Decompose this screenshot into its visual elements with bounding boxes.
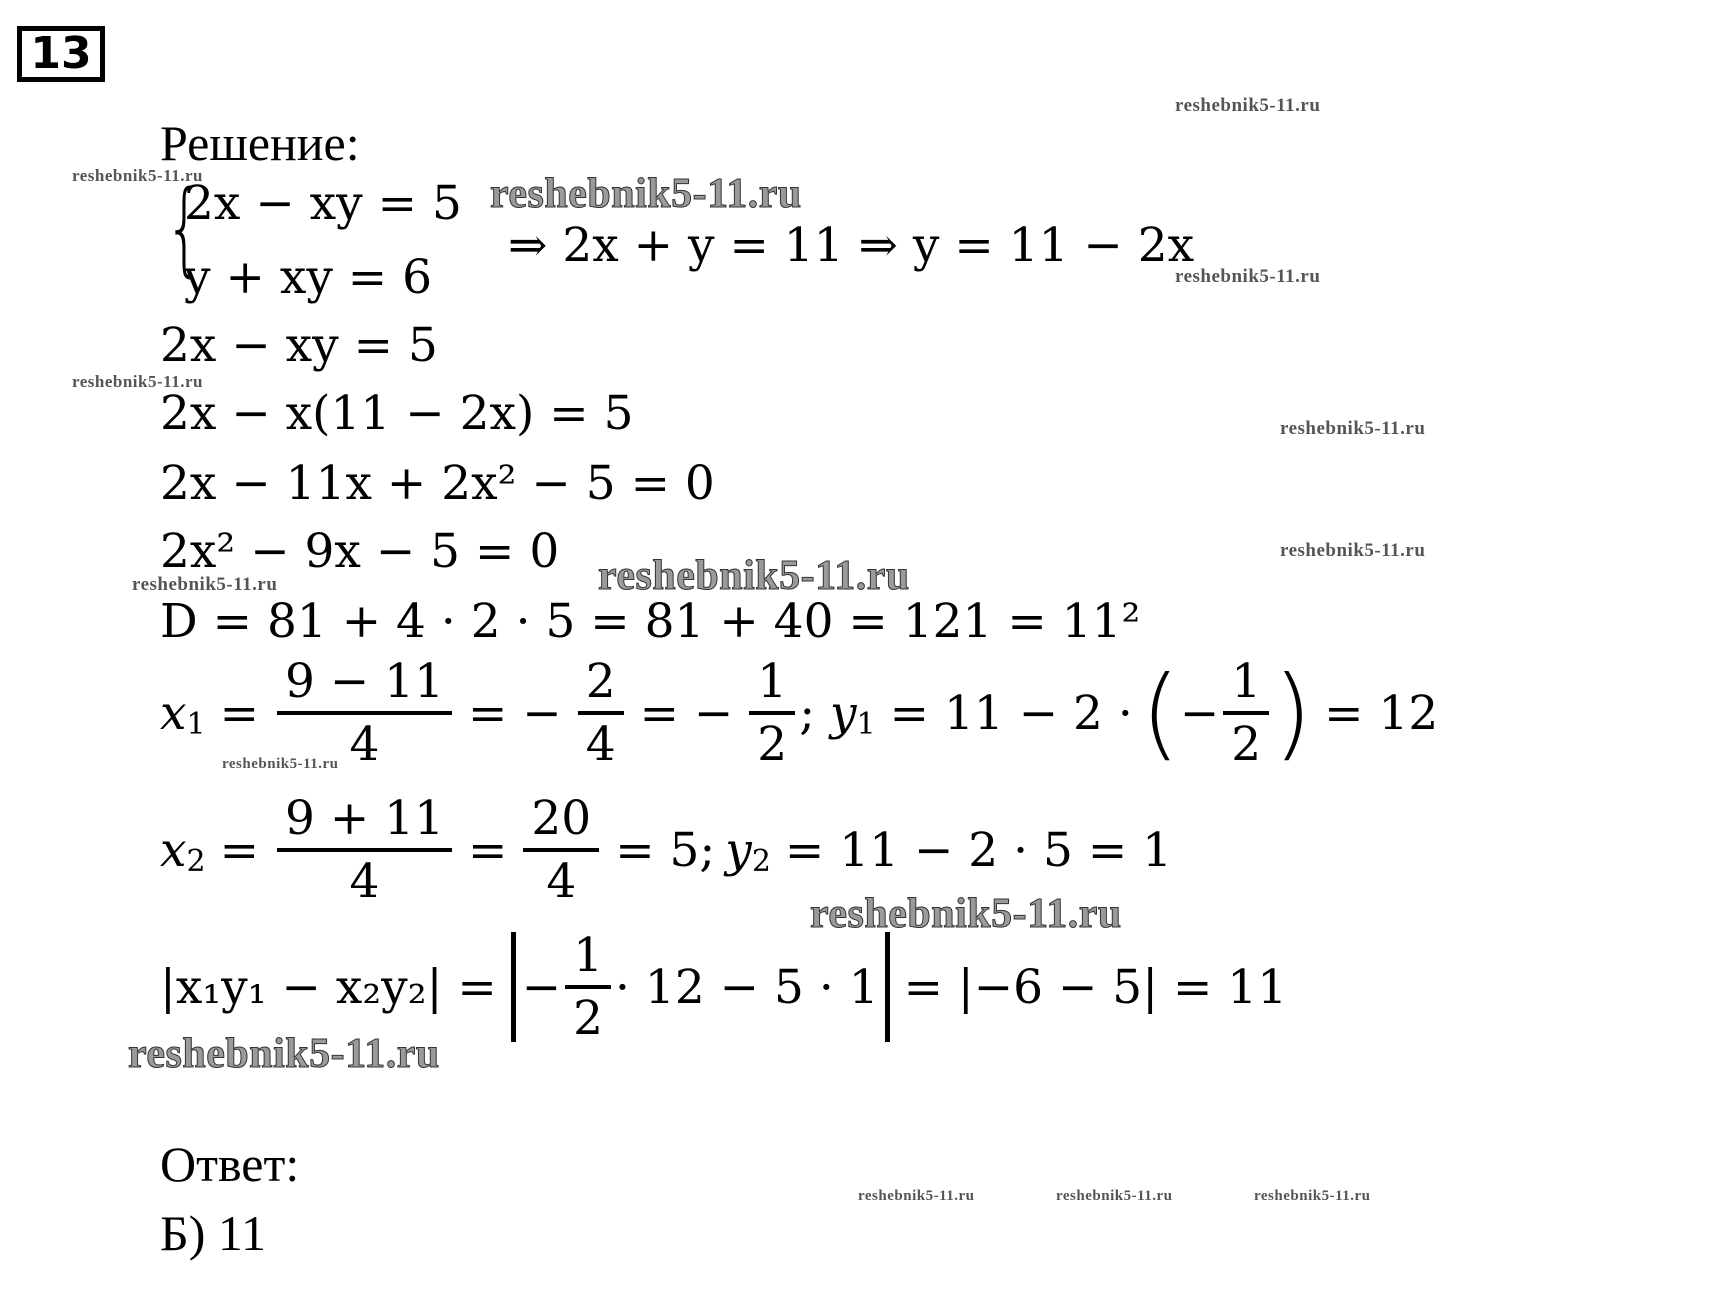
watermark: reshebnik5-11.ru (490, 171, 802, 217)
watermark: reshebnik5-11.ru (858, 1188, 975, 1204)
discriminant: D = 81 + 4 · 2 · 5 = 81 + 40 = 121 = 11² (160, 594, 1141, 649)
step-1: 2x − xy = 5 (160, 318, 438, 373)
x1-f2-num: 2 (578, 658, 624, 715)
x1-fraction-2 (578, 654, 624, 772)
solution-label: Решение: (160, 115, 360, 171)
abs-line: |x₁y₁ − x₂y₂| = − $\frac{1}{2}$ · 12 − 5 · 1 = |−6 − 5| = 11 (160, 928, 1288, 1046)
step-3: 2x − 11x + 2x² − 5 = 0 (160, 456, 715, 511)
system-eq2: y + xy = 6 (184, 250, 433, 305)
x1-line: x 1 = $\frac{9 - 11}{4}$ = − $\frac{2}{4}$ = − $\frac{1}{2}$ ; y 1 = 11 − 2 · ( − $\frac{1}{2}$ ) = 12 (160, 654, 1439, 772)
x1-sub: 1 (186, 707, 206, 742)
watermark: reshebnik5-11.ru (1254, 1188, 1371, 1204)
watermark: reshebnik5-11.ru (72, 372, 203, 391)
x2-line: x 2 = $\frac{9 + 11}{4}$ = $\frac{20}{4}$ = 5; y 2 = 11 − 2 · 5 = 1 (160, 791, 1173, 909)
x2-f2-den: 4 (546, 854, 577, 909)
x2-sub: 2 (186, 844, 206, 879)
y1-sub: 1 (856, 707, 876, 742)
system-eq1: 2x − xy = 5 (184, 176, 462, 231)
x2-after: = 5; (615, 822, 716, 878)
watermark: reshebnik5-11.ru (598, 553, 910, 599)
abs-lhs: |x₁y₁ − x₂y₂| = (160, 959, 497, 1015)
x1-f3-den: 2 (757, 717, 788, 772)
watermark: reshebnik5-11.ru (1280, 540, 1426, 561)
abs-frac-num: 1 (565, 932, 611, 989)
y2-var: y (725, 822, 752, 878)
y2-sub: 2 (751, 844, 771, 879)
watermark: reshebnik5-11.ru (1175, 95, 1321, 116)
x2-f2-num: 20 (523, 795, 599, 852)
problem-number: 13 (17, 26, 105, 82)
y1-expr: = 11 − 2 · (889, 685, 1133, 741)
abs-bar-right (885, 932, 890, 1042)
watermark: reshebnik5-11.ru (1280, 418, 1426, 439)
x2-fraction-1 (277, 791, 452, 909)
y1-paren-den: 2 (1231, 717, 1262, 772)
abs-bar-left (511, 932, 516, 1042)
x1-f2-den: 4 (585, 717, 616, 772)
y1-result: = 12 (1324, 685, 1439, 741)
step-2: 2x − x(11 − 2x) = 5 (160, 386, 634, 441)
x1-fraction-3 (749, 654, 795, 772)
watermark: reshebnik5-11.ru (72, 166, 203, 185)
x2-f1-num: 9 + 11 (277, 795, 452, 852)
system-brace: { (164, 169, 204, 288)
answer-label: Ответ: (160, 1136, 300, 1192)
y1-paren-num: 1 (1223, 658, 1269, 715)
x1-var: x (160, 685, 187, 741)
y2-expr: = 11 − 2 · 5 = 1 (784, 822, 1173, 878)
x1-f3-num: 1 (749, 658, 795, 715)
y1-var: y (829, 685, 857, 741)
x2-f1-den: 4 (349, 854, 380, 909)
watermark: reshebnik5-11.ru (128, 1031, 440, 1077)
step-4: 2x² − 9x − 5 = 0 (160, 524, 560, 579)
answer-value: Б) 11 (160, 1205, 267, 1261)
x2-var: x (160, 822, 187, 878)
system-derived: ⇒ 2x + y = 11 ⇒ y = 11 − 2x (508, 218, 1195, 273)
watermark: reshebnik5-11.ru (222, 756, 339, 772)
watermark: reshebnik5-11.ru (1056, 1188, 1173, 1204)
watermark: reshebnik5-11.ru (132, 574, 278, 595)
abs-frac-den: 2 (573, 991, 604, 1046)
x1-f1-num: 9 − 11 (277, 658, 452, 715)
x1-f1-den: 4 (349, 717, 380, 772)
watermark: reshebnik5-11.ru (1175, 266, 1321, 287)
y1-paren-fraction (1223, 654, 1269, 772)
abs-rhs: = |−6 − 5| = 11 (903, 959, 1288, 1015)
abs-inside-rest: · 12 − 5 · 1 (615, 959, 879, 1015)
abs-fraction (565, 928, 611, 1046)
x2-fraction-2 (523, 791, 599, 909)
watermark: reshebnik5-11.ru (810, 891, 1122, 937)
